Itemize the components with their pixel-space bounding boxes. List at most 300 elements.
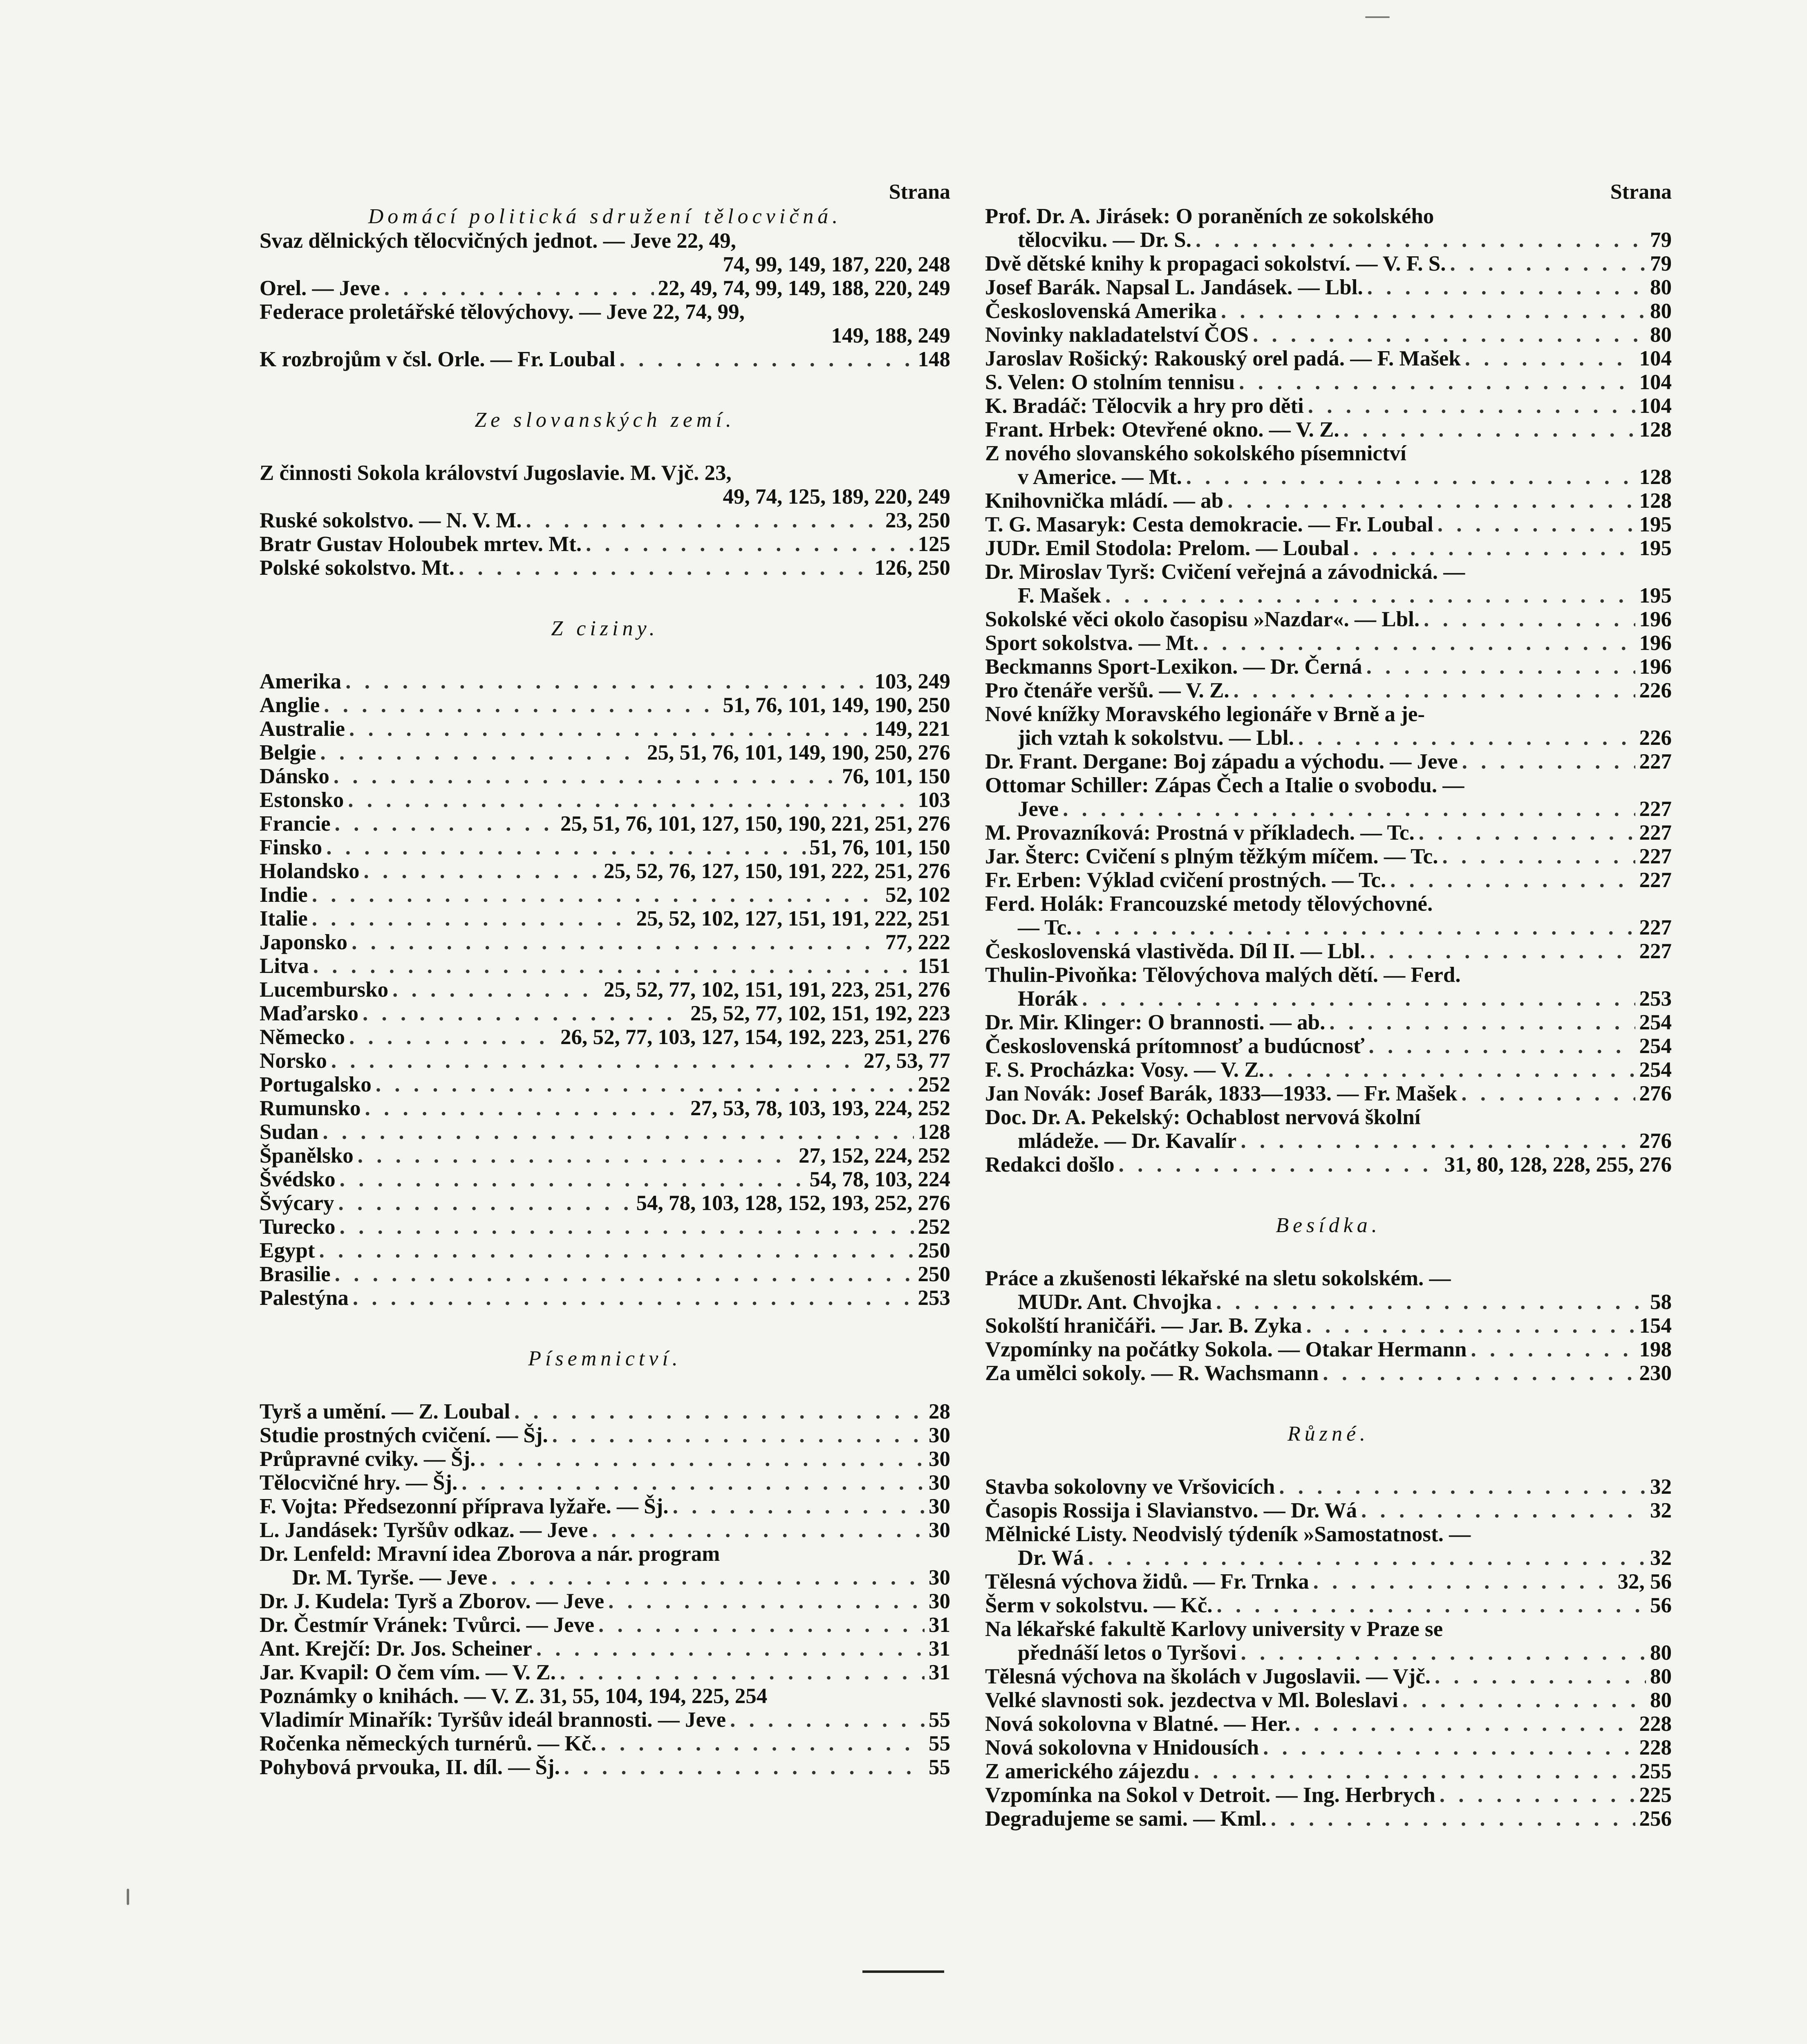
leader-dots bbox=[480, 1447, 925, 1471]
leader-dots bbox=[334, 764, 838, 788]
index-entry bbox=[985, 1034, 1672, 1058]
index-entry bbox=[985, 1475, 1672, 1499]
entry-pages: 196 bbox=[1639, 631, 1672, 655]
entry-title: K rozbrojům v čsl. Orle. — Fr. Loubal bbox=[260, 347, 616, 371]
entry-title: F. Vojta: Předsezonní příprava lyžaře. — Šj. bbox=[260, 1495, 669, 1518]
index-entry bbox=[260, 1732, 950, 1755]
leader-dots bbox=[598, 1613, 925, 1637]
leader-dots bbox=[491, 1566, 925, 1589]
index-entry bbox=[260, 1215, 950, 1239]
leader-dots bbox=[1217, 1594, 1646, 1617]
index-entry bbox=[260, 1002, 950, 1025]
entry-continuation: Horák bbox=[1018, 987, 1078, 1011]
entry-pages: 54, 78, 103, 128, 152, 193, 252, 276 bbox=[636, 1191, 950, 1215]
index-entry bbox=[260, 229, 950, 276]
entry-pages: 198 bbox=[1639, 1338, 1672, 1361]
leader-dots bbox=[1390, 868, 1635, 892]
index-entry bbox=[260, 1400, 950, 1423]
index-entry bbox=[260, 1096, 950, 1120]
leader-dots bbox=[1294, 1712, 1635, 1736]
entry-title: Československá prítomnosť a budúcnosť bbox=[985, 1034, 1365, 1058]
leader-dots bbox=[1105, 584, 1635, 607]
leader-dots bbox=[592, 1518, 925, 1542]
entry-title: Portugalsko bbox=[260, 1073, 372, 1096]
leader-dots bbox=[335, 812, 556, 836]
entry-pages: 227 bbox=[1639, 916, 1672, 939]
leader-dots bbox=[1193, 1759, 1635, 1783]
entry-title: Tělocvičné hry. — Šj. bbox=[260, 1471, 458, 1495]
index-entry bbox=[260, 764, 950, 788]
leader-dots bbox=[1438, 513, 1635, 536]
entry-title: Indie bbox=[260, 883, 308, 907]
scan-speck bbox=[127, 1889, 129, 1905]
index-entry bbox=[260, 693, 950, 717]
entry-title: Belgie bbox=[260, 741, 316, 764]
entry-title: L. Jandásek: Tyršův odkaz. — Jeve bbox=[260, 1518, 588, 1542]
leader-dots bbox=[560, 1661, 925, 1684]
entry-title: Anglie bbox=[260, 693, 320, 717]
index-entry bbox=[985, 1058, 1672, 1082]
entry-pages: 154 bbox=[1639, 1314, 1672, 1338]
index-entry bbox=[985, 892, 1672, 939]
leader-dots bbox=[1370, 939, 1635, 963]
index-entry bbox=[985, 1499, 1672, 1522]
leader-dots bbox=[1088, 1546, 1646, 1570]
leader-dots bbox=[1440, 1783, 1635, 1807]
index-entry bbox=[985, 1665, 1672, 1688]
entry-pages: 253 bbox=[1639, 987, 1672, 1011]
leader-dots bbox=[326, 836, 805, 859]
index-entry bbox=[260, 717, 950, 741]
leader-dots bbox=[352, 930, 881, 954]
scan-speck bbox=[1365, 16, 1390, 18]
leader-dots bbox=[345, 670, 870, 693]
entry-title: Federace proletářské tělovýchovy. — Jeve 22, 74, 99, bbox=[260, 300, 745, 324]
entry-pages: 76, 101, 150 bbox=[842, 764, 950, 788]
index-entry bbox=[985, 489, 1672, 513]
index-entry bbox=[985, 1361, 1672, 1385]
leader-dots bbox=[1462, 750, 1635, 773]
entry-pages: 27, 53, 77 bbox=[864, 1049, 950, 1073]
entry-pages: 128 bbox=[1639, 465, 1672, 489]
entry-title: Dr. J. Kudela: Tyrš a Zborov. — Jeve bbox=[260, 1589, 605, 1613]
index-entry bbox=[260, 1708, 950, 1732]
index-entry bbox=[985, 607, 1672, 631]
entry-continuation: MUDr. Ant. Chvojka bbox=[1018, 1290, 1212, 1314]
index-entry bbox=[260, 1542, 950, 1589]
entry-pages: 32 bbox=[1650, 1475, 1672, 1499]
entry-title: Ročenka německých turnérů. — Kč. bbox=[260, 1732, 597, 1755]
entry-pages: 25, 52, 77, 102, 151, 192, 223 bbox=[690, 1002, 950, 1025]
leader-dots bbox=[1240, 1641, 1646, 1665]
entry-pages: 30 bbox=[929, 1589, 950, 1613]
entry-title: S. Velen: O stolním tennisu bbox=[985, 370, 1235, 394]
entry-title: M. Provazníková: Prostná v příkladech. — Tc. bbox=[985, 821, 1415, 845]
index-entry bbox=[985, 631, 1672, 655]
entry-title: Holandsko bbox=[260, 859, 360, 883]
leader-dots bbox=[340, 1215, 914, 1239]
leader-dots bbox=[673, 1495, 925, 1518]
index-entry bbox=[260, 907, 950, 930]
index-entry bbox=[260, 1755, 950, 1779]
entry-title: Norsko bbox=[260, 1049, 327, 1073]
leader-dots bbox=[1329, 1011, 1635, 1034]
leader-dots bbox=[338, 1191, 632, 1215]
section-heading: Písemnictví. bbox=[528, 1347, 682, 1370]
entry-title: Dr. Čestmír Vránek: Tvůrci. — Jeve bbox=[260, 1613, 594, 1637]
entry-title: Sudan bbox=[260, 1120, 319, 1144]
entry-pages: 31, 80, 128, 228, 255, 276 bbox=[1444, 1153, 1672, 1177]
entry-title: Z amerického zájezdu bbox=[985, 1759, 1190, 1783]
entry-title: Egypt bbox=[260, 1239, 315, 1262]
index-entry bbox=[260, 1495, 950, 1518]
entry-continuation: 149, 188, 249 bbox=[831, 324, 950, 347]
leader-dots bbox=[620, 347, 914, 371]
index-entry bbox=[985, 1105, 1672, 1153]
entry-title: Z činnosti Sokola království Jugoslavie. M. Vjč. 23, bbox=[260, 461, 732, 485]
entry-pages: 228 bbox=[1639, 1712, 1672, 1736]
index-entry bbox=[260, 300, 950, 347]
leader-dots bbox=[1298, 726, 1635, 750]
entry-title: Beckmanns Sport-Lexikon. — Dr. Černá bbox=[985, 655, 1362, 679]
entry-title: Japonsko bbox=[260, 930, 348, 954]
entry-pages: 28 bbox=[929, 1400, 950, 1423]
entry-title: Dr. Frant. Dergane: Boj západu a východu. — Jeve bbox=[985, 750, 1458, 773]
index-entry bbox=[260, 1191, 950, 1215]
leader-dots bbox=[320, 741, 643, 764]
entry-title: Svaz dělnických tělocvičných jednot. — Jeve 22, 49, bbox=[260, 229, 736, 253]
index-entry bbox=[985, 1617, 1672, 1665]
entry-title: Sport sokolstva. — Mt. bbox=[985, 631, 1199, 655]
entry-title: T. G. Masaryk: Cesta demokracie. — Fr. Loubal bbox=[985, 513, 1433, 536]
leader-dots bbox=[1402, 1688, 1646, 1712]
entry-title: Ant. Krejčí: Dr. Jos. Scheiner bbox=[260, 1637, 532, 1661]
entry-title: Rumunsko bbox=[260, 1096, 361, 1120]
index-entry bbox=[260, 1423, 950, 1447]
entry-title: Španělsko bbox=[260, 1144, 354, 1168]
index-entry bbox=[260, 859, 950, 883]
entry-title: K. Bradáč: Tělocvik a hry pro děti bbox=[985, 394, 1304, 418]
entry-title: Časopis Rossija i Slavianstvo. — Dr. Wá bbox=[985, 1499, 1357, 1522]
leader-dots bbox=[730, 1708, 925, 1732]
entry-title: Poznámky o knihách. — V. Z. 31, 55, 104, 194, 225, 254 bbox=[260, 1684, 768, 1708]
leader-dots bbox=[363, 1002, 686, 1025]
entry-pages: 226 bbox=[1639, 679, 1672, 702]
entry-title: Doc. Dr. A. Pekelský: Ochablost nervová školní bbox=[985, 1105, 1421, 1129]
leader-dots bbox=[324, 693, 719, 717]
index-entry bbox=[985, 276, 1672, 299]
leader-dots bbox=[1450, 252, 1646, 276]
index-entry bbox=[260, 1239, 950, 1262]
entry-pages: 32, 56 bbox=[1617, 1570, 1672, 1594]
entry-pages: 55 bbox=[929, 1732, 950, 1755]
end-rule bbox=[862, 1970, 944, 1973]
index-entry bbox=[985, 1266, 1672, 1314]
index-entry bbox=[985, 442, 1672, 489]
leader-dots bbox=[1343, 418, 1635, 442]
index-entry bbox=[985, 679, 1672, 702]
entry-title: Prof. Dr. A. Jirásek: O poraněních ze sokolského bbox=[985, 204, 1434, 228]
entry-title: Estonsko bbox=[260, 788, 344, 812]
entry-pages: 196 bbox=[1639, 607, 1672, 631]
entry-pages: 128 bbox=[1639, 418, 1672, 442]
leader-dots bbox=[1361, 1499, 1646, 1522]
index-entry bbox=[260, 1613, 950, 1637]
entry-title: Sokolští hraničáři. — Jar. B. Zyka bbox=[985, 1314, 1302, 1338]
entry-pages: 227 bbox=[1639, 939, 1672, 963]
entry-pages: 77, 222 bbox=[885, 930, 950, 954]
leader-dots bbox=[312, 907, 632, 930]
entry-continuation: Jeve bbox=[1018, 797, 1059, 821]
entry-pages: 148 bbox=[918, 347, 950, 371]
entry-title: Redakci došlo bbox=[985, 1153, 1115, 1177]
entry-title: Turecko bbox=[260, 1215, 336, 1239]
leader-dots bbox=[1216, 1290, 1646, 1314]
leader-dots bbox=[349, 717, 870, 741]
leader-dots bbox=[384, 276, 654, 300]
page-column-header: Strana bbox=[1610, 180, 1672, 204]
entry-pages: 195 bbox=[1639, 513, 1672, 536]
entry-continuation: jich vztah k sokolstvu. — Lbl. bbox=[1018, 726, 1294, 750]
index-entry bbox=[260, 670, 950, 693]
entry-title: Na lékařské fakultě Karlovy university v Praze se bbox=[985, 1617, 1443, 1641]
entry-pages: 56 bbox=[1650, 1594, 1672, 1617]
index-entry bbox=[985, 939, 1672, 963]
index-entry bbox=[260, 1447, 950, 1471]
leader-dots bbox=[1366, 655, 1635, 679]
entry-title: Brasilie bbox=[260, 1262, 331, 1286]
entry-pages: 195 bbox=[1639, 536, 1672, 560]
index-entry bbox=[985, 560, 1672, 607]
leader-dots bbox=[1239, 370, 1635, 394]
entry-pages: 196 bbox=[1639, 655, 1672, 679]
entry-title: Italie bbox=[260, 907, 308, 930]
section-heading: Besídka. bbox=[1276, 1214, 1381, 1237]
leader-dots bbox=[322, 1120, 914, 1144]
entry-pages: 126, 250 bbox=[874, 556, 950, 580]
entry-title: Lucembursko bbox=[260, 978, 389, 1002]
entry-pages: 25, 52, 102, 127, 151, 191, 222, 251 bbox=[636, 907, 950, 930]
entry-title: Pro čtenáře veršů. — V. Z. bbox=[985, 679, 1229, 702]
entry-title: Orel. — Jeve bbox=[260, 276, 380, 300]
entry-pages: 80 bbox=[1650, 323, 1672, 347]
index-entry bbox=[985, 963, 1672, 1011]
entry-pages: 31 bbox=[929, 1661, 950, 1684]
entry-title: Z nového slovanského sokolského písemnictví bbox=[985, 442, 1406, 465]
leader-dots bbox=[349, 1025, 556, 1049]
entry-pages: 103 bbox=[918, 788, 950, 812]
entry-continuation: — Tc. bbox=[1018, 916, 1072, 939]
index-entry bbox=[260, 812, 950, 836]
entry-title: Tyrš a umění. — Z. Loubal bbox=[260, 1400, 511, 1423]
entry-pages: 103, 249 bbox=[874, 670, 950, 693]
entry-pages: 25, 52, 77, 102, 151, 191, 223, 251, 276 bbox=[604, 978, 950, 1002]
index-entry bbox=[260, 1471, 950, 1495]
leader-dots bbox=[1186, 465, 1635, 489]
entry-title: Švýcary bbox=[260, 1191, 334, 1215]
entry-title: F. S. Procházka: Vosy. — V. Z. bbox=[985, 1058, 1264, 1082]
entry-title: Dvě dětské knihy k propagaci sokolství. — V. F. S. bbox=[985, 252, 1446, 276]
leader-dots bbox=[1461, 1082, 1635, 1105]
leader-dots bbox=[1263, 1736, 1635, 1759]
index-entry bbox=[985, 1570, 1672, 1594]
leader-dots bbox=[1424, 607, 1635, 631]
index-entry bbox=[260, 509, 950, 532]
entry-pages: 125 bbox=[918, 532, 950, 556]
entry-title: Amerika bbox=[260, 670, 342, 693]
leader-dots bbox=[459, 556, 871, 580]
index-entry bbox=[260, 532, 950, 556]
index-entry bbox=[985, 513, 1672, 536]
entry-title: Práce a zkušenosti lékařské na sletu sokolském. — bbox=[985, 1266, 1451, 1290]
leader-dots bbox=[353, 1286, 914, 1310]
entry-pages: 253 bbox=[918, 1286, 950, 1310]
entry-pages: 25, 51, 76, 101, 149, 190, 250, 276 bbox=[647, 741, 950, 764]
section-heading: Ze slovanských zemí. bbox=[475, 408, 735, 432]
entry-pages: 52, 102 bbox=[885, 883, 950, 907]
leader-dots bbox=[608, 1589, 925, 1613]
index-entry bbox=[260, 1684, 950, 1708]
right-sections bbox=[985, 204, 1672, 1831]
index-entry bbox=[260, 1518, 950, 1542]
entry-title: Jar. Kvapil: O čem vím. — V. Z. bbox=[260, 1661, 556, 1684]
index-entry bbox=[985, 1688, 1672, 1712]
entry-title: Nová sokolovna v Blatné. — Her. bbox=[985, 1712, 1291, 1736]
leader-dots bbox=[536, 1637, 925, 1661]
entry-pages: 80 bbox=[1650, 276, 1672, 299]
entry-title: Vzpomínka na Sokol v Detroit. — Ing. Herbrych bbox=[985, 1783, 1435, 1807]
entry-continuation: přednáší letos o Tyršovi bbox=[1018, 1641, 1237, 1665]
entry-pages: 30 bbox=[929, 1447, 950, 1471]
entry-pages: 151 bbox=[918, 954, 950, 978]
leader-dots bbox=[1271, 1807, 1635, 1831]
index-entry bbox=[260, 741, 950, 764]
leader-dots bbox=[313, 954, 914, 978]
index-entry bbox=[260, 347, 950, 371]
leader-dots bbox=[1082, 987, 1635, 1011]
leader-dots bbox=[1367, 276, 1646, 299]
leader-dots bbox=[312, 883, 881, 907]
entry-pages: 58 bbox=[1650, 1290, 1672, 1314]
entry-title: Dr. Lenfeld: Mravní idea Zborova a nár. program bbox=[260, 1542, 720, 1566]
leader-dots bbox=[1076, 916, 1635, 939]
entry-pages: 51, 76, 101, 149, 190, 250 bbox=[723, 693, 950, 717]
index-entry bbox=[260, 836, 950, 859]
index-entry bbox=[985, 204, 1672, 252]
section-heading: Různé. bbox=[1287, 1422, 1370, 1446]
index-entry bbox=[985, 394, 1672, 418]
leader-dots bbox=[376, 1073, 914, 1096]
entry-pages: 227 bbox=[1639, 797, 1672, 821]
page-column-header: Strana bbox=[889, 180, 950, 204]
entry-title: Tělesná výchova židů. — Fr. Trnka bbox=[985, 1570, 1309, 1594]
leader-dots bbox=[1119, 1153, 1440, 1177]
section-heading: Z ciziny. bbox=[551, 617, 659, 640]
leader-dots bbox=[1442, 845, 1635, 868]
entry-title: Maďarsko bbox=[260, 1002, 359, 1025]
index-entry bbox=[260, 788, 950, 812]
leader-dots bbox=[1221, 299, 1646, 323]
index-entry bbox=[985, 299, 1672, 323]
leader-dots bbox=[586, 532, 914, 556]
entry-continuation: F. Mašek bbox=[1018, 584, 1102, 607]
index-entry bbox=[260, 1637, 950, 1661]
entry-pages: 104 bbox=[1639, 347, 1672, 370]
leader-dots bbox=[1196, 228, 1646, 252]
index-entry bbox=[985, 370, 1672, 394]
leader-dots bbox=[1313, 1570, 1614, 1594]
leader-dots bbox=[1323, 1361, 1635, 1385]
entry-pages: 250 bbox=[918, 1262, 950, 1286]
index-entry bbox=[985, 821, 1672, 845]
leader-dots bbox=[1368, 1034, 1635, 1058]
entry-pages: 30 bbox=[929, 1495, 950, 1518]
index-entry bbox=[985, 1736, 1672, 1759]
leader-dots bbox=[1353, 536, 1635, 560]
entry-title: Australie bbox=[260, 717, 345, 741]
entry-title: Novinky nakladatelství ČOS bbox=[985, 323, 1249, 347]
index-entry bbox=[985, 323, 1672, 347]
entry-title: JUDr. Emil Stodola: Prelom. — Loubal bbox=[985, 536, 1349, 560]
index-entry bbox=[985, 868, 1672, 892]
entry-title: Velké slavnosti sok. jezdectva v Ml. Boleslavi bbox=[985, 1688, 1398, 1712]
leader-dots bbox=[340, 1168, 806, 1191]
index-entry bbox=[985, 1712, 1672, 1736]
entry-pages: 32 bbox=[1650, 1546, 1672, 1570]
leader-dots bbox=[1227, 489, 1635, 513]
entry-pages: 227 bbox=[1639, 845, 1672, 868]
entry-title: Degradujeme se sami. — Kml. bbox=[985, 1807, 1267, 1831]
leader-dots bbox=[358, 1144, 795, 1168]
entry-title: Palestýna bbox=[260, 1286, 349, 1310]
entry-pages: 30 bbox=[929, 1566, 950, 1589]
index-entry bbox=[260, 883, 950, 907]
index-entry bbox=[260, 1286, 950, 1310]
leader-dots bbox=[331, 1049, 860, 1073]
leader-dots bbox=[552, 1423, 925, 1447]
entry-pages: 27, 53, 78, 103, 193, 224, 252 bbox=[690, 1096, 950, 1120]
leader-dots bbox=[348, 788, 914, 812]
entry-title: Jar. Šterc: Cvičení s plným těžkým míčem. — Tc. bbox=[985, 845, 1438, 868]
index-entry bbox=[260, 1168, 950, 1191]
entry-pages: 51, 76, 101, 150 bbox=[809, 836, 950, 859]
entry-title: Pohybová prvouka, II. díl. — Šj. bbox=[260, 1755, 560, 1779]
index-entry bbox=[985, 1082, 1672, 1105]
entry-pages: 30 bbox=[929, 1471, 950, 1495]
entry-pages: 79 bbox=[1650, 252, 1672, 276]
entry-title: Ferd. Holák: Francouzské metody tělovýchovné. bbox=[985, 892, 1433, 916]
leader-dots bbox=[1308, 394, 1635, 418]
entry-pages: 31 bbox=[929, 1613, 950, 1637]
leader-dots bbox=[365, 1096, 686, 1120]
leader-dots bbox=[1465, 347, 1635, 370]
entry-pages: 128 bbox=[1639, 489, 1672, 513]
entry-pages: 149, 221 bbox=[874, 717, 950, 741]
index-entry bbox=[260, 930, 950, 954]
index-entry bbox=[985, 750, 1672, 773]
leader-dots bbox=[1203, 631, 1635, 655]
entry-title: Průpravné cviky. — Šj. bbox=[260, 1447, 476, 1471]
index-entry bbox=[260, 1144, 950, 1168]
index-entry bbox=[260, 1049, 950, 1073]
index-entry bbox=[985, 1807, 1672, 1831]
entry-pages: 54, 78, 103, 224 bbox=[809, 1168, 950, 1191]
entry-continuation: 74, 99, 149, 187, 220, 248 bbox=[723, 253, 950, 276]
leader-dots bbox=[1279, 1475, 1646, 1499]
entry-title: Tělesná výchova na školách v Jugoslavii. — Vjč. bbox=[985, 1665, 1431, 1688]
index-entry bbox=[985, 1594, 1672, 1617]
entry-pages: 55 bbox=[929, 1708, 950, 1732]
